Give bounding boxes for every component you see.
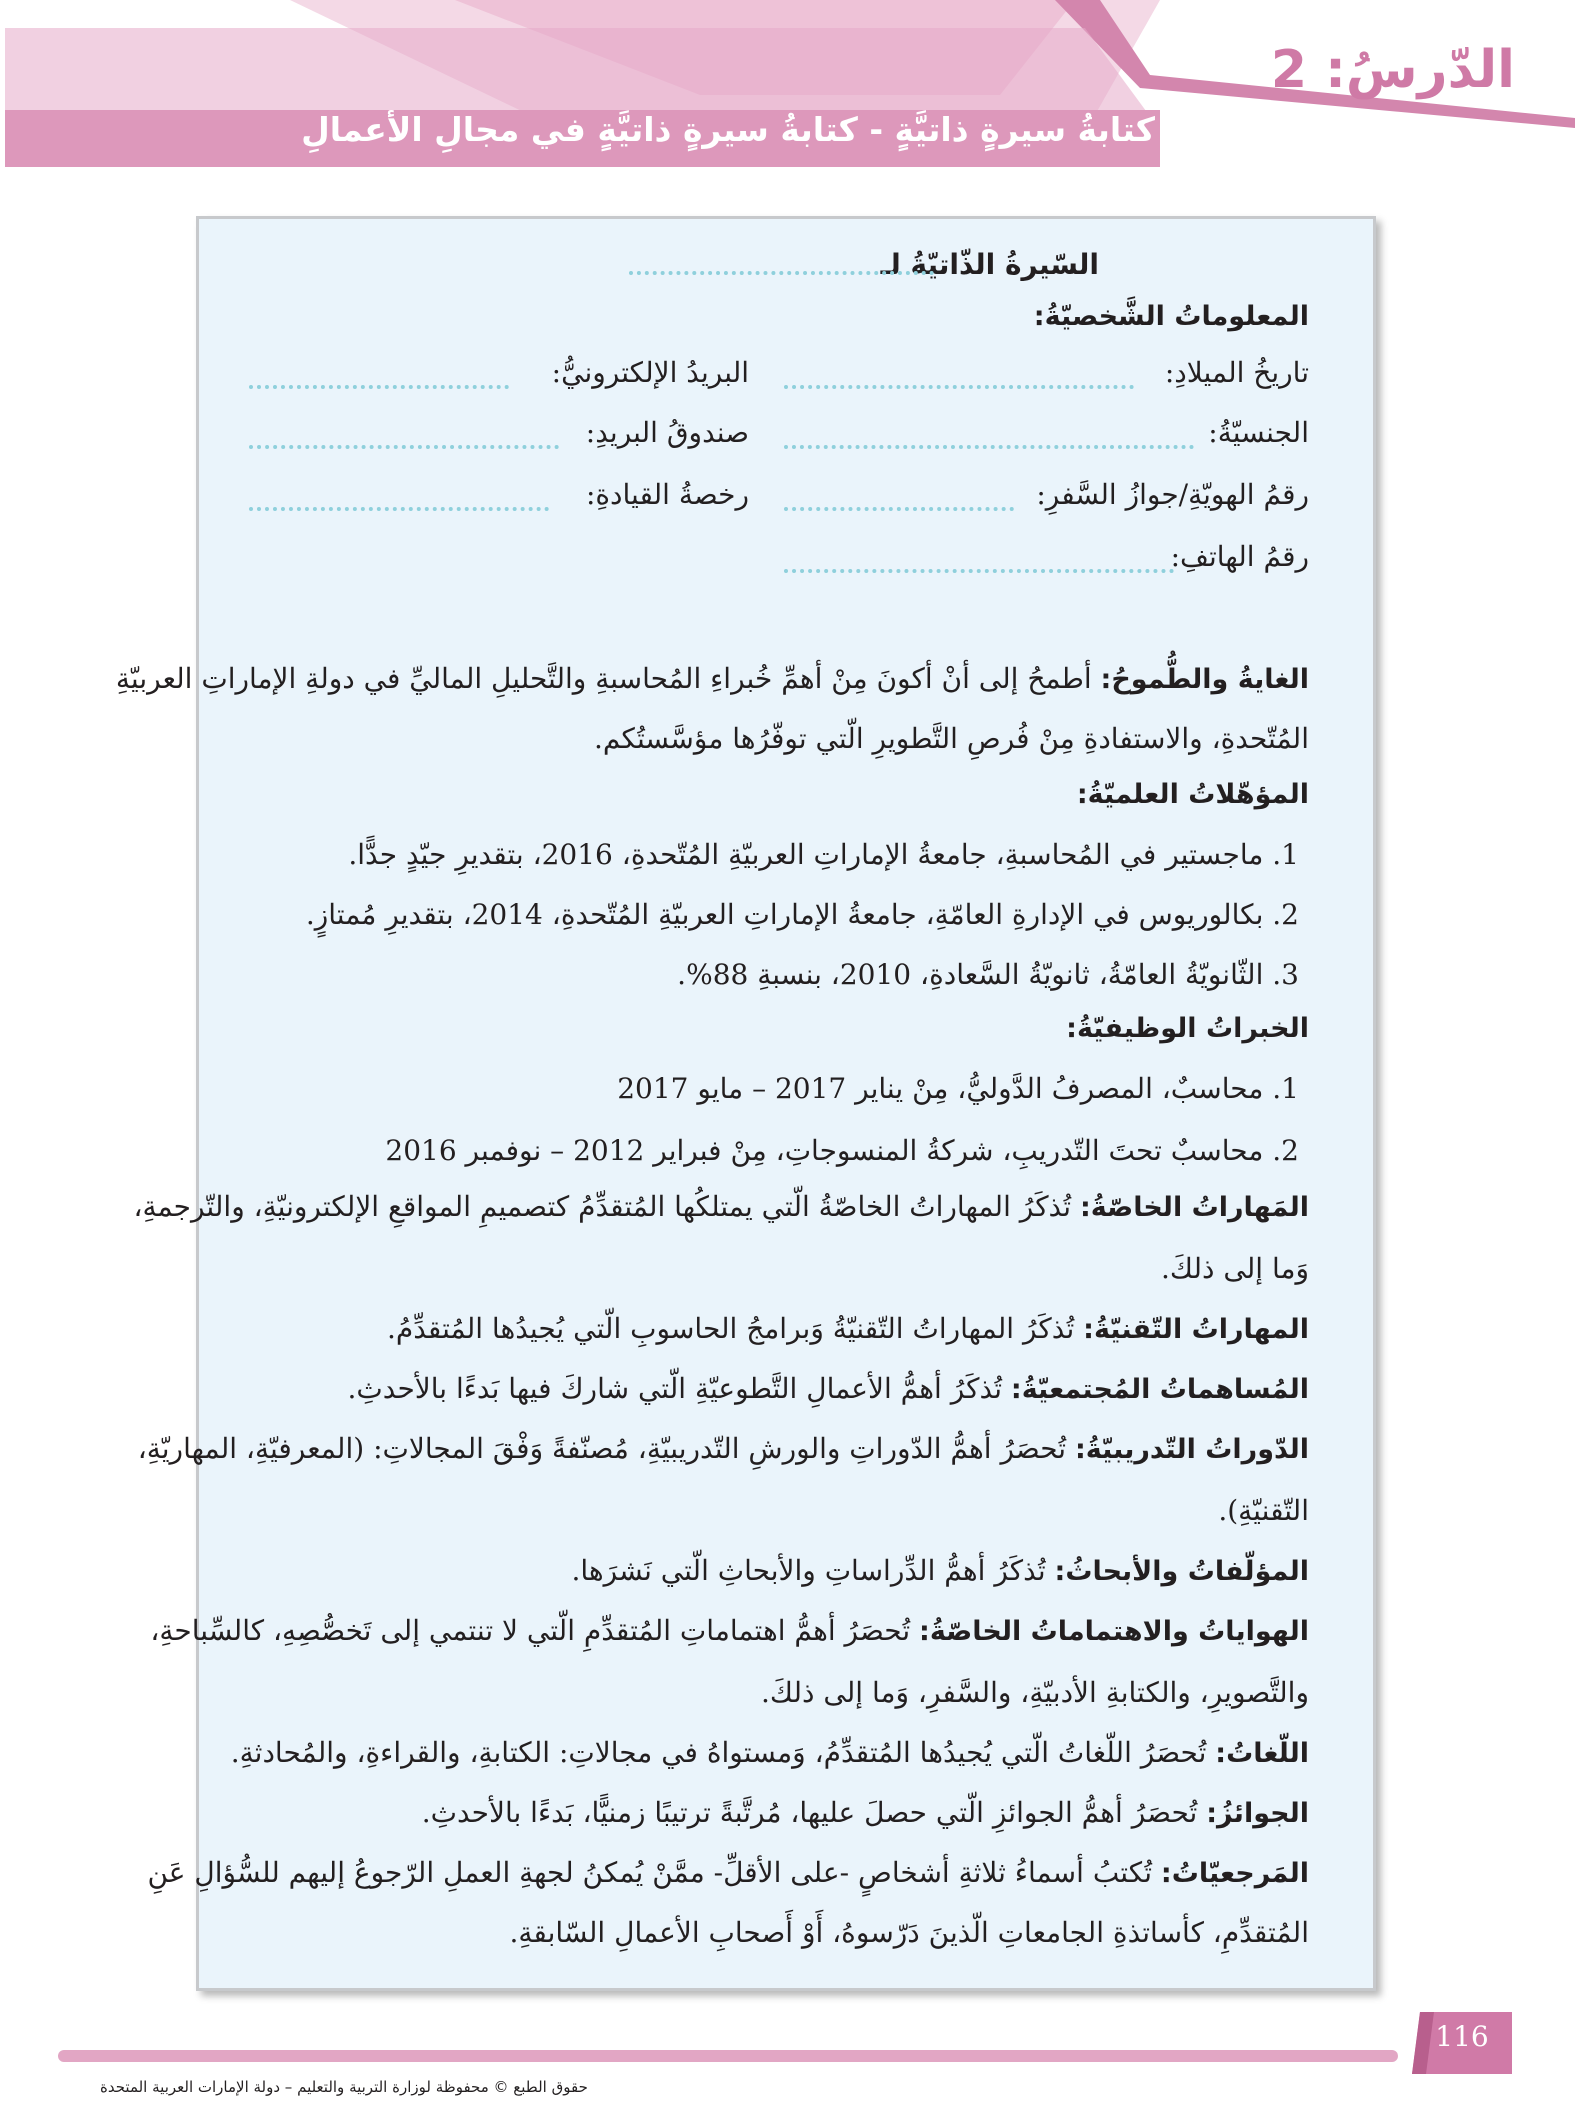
birth-date-field[interactable] bbox=[784, 385, 1134, 389]
languages-text: تُحصَرُ اللّغاتُ الّتي يُجيدُها المُتقدِّمُ، وَمستواهُ في مجالاتِ: الكتابةِ، والقراءةِ، والمُحادثةِ. bbox=[230, 1736, 1216, 1769]
hobbies-label: الهواياتُ والاهتماماتُ الخاصّةُ: bbox=[919, 1616, 1309, 1647]
special-skills-text-1: تُذكَرُ المهاراتُ الخاصّةُ الّتي يمتلكُها المُتقدِّمُ كتصميمِ المواقعِ الإلكترونيّةِ، والتّرجمةِ، bbox=[133, 1190, 1080, 1223]
community-text: تُذكَرُ أهمُّ الأعمالِ التَّطوعيّةِ الّتي شاركَ فيها بَدءًا بالأحدثِ. bbox=[347, 1372, 1011, 1405]
hobbies-text-1: تُحصَرُ أهمُّ اهتماماتِ المُتقدِّمِ الّتي لا تنتمي إلى تَخصُّصِهِ، كالسِّباحةِ، bbox=[150, 1614, 920, 1647]
references-line-1 bbox=[147, 1853, 1309, 1894]
id-passport-field[interactable] bbox=[784, 507, 1014, 511]
languages-line bbox=[231, 1733, 1309, 1774]
community-label: المُساهماتُ المُجتمعيّةُ: bbox=[1010, 1374, 1309, 1405]
awards-label: الجوائزُ: bbox=[1206, 1798, 1309, 1829]
phone-field[interactable] bbox=[784, 569, 1174, 573]
copyright-notice: حقوق الطبع © محفوظة لوزارة التربية والتعليم – دولة الإمارات العربية المتحدة bbox=[100, 2078, 588, 2096]
hobbies-line-2: والتَّصويرِ، والكتابةِ الأدبيّةِ، والسَّفرِ، وَما إلى ذلكَ. bbox=[761, 1676, 1309, 1709]
lesson-subtitle: كتابةُ سيرةٍ ذاتيَّةٍ - كتابةُ سيرةٍ ذاتيَّةٍ في مجالِ الأعمالِ bbox=[301, 110, 1155, 149]
languages-label: اللّغاتُ: bbox=[1215, 1738, 1309, 1769]
qualification-item-2: 2. بكالوريوس في الإدارةِ العامّةِ، جامعةُ الإماراتِ العربيّةِ المُتّحدةِ، 2014، بتقديرِ مُمتازٍ. bbox=[305, 898, 1299, 931]
nationality-field[interactable] bbox=[784, 445, 1194, 449]
community-line bbox=[348, 1369, 1310, 1410]
goal-line-1 bbox=[116, 659, 1309, 700]
cv-template-box bbox=[115, 216, 1376, 1991]
awards-line bbox=[422, 1793, 1309, 1834]
references-label: المَرجعيّاتُ: bbox=[1160, 1858, 1309, 1889]
references-line-2: المُتقدِّمِ، كأساتذةِ الجامعاتِ الّذينَ دَرّسوهُ، أَوْ أَصحابِ الأعمالِ السّابقةِ. bbox=[509, 1916, 1309, 1949]
tech-skills-text: تُذكَرُ المهاراتُ التّقنيّةُ وَبرامجُ الحاسوبِ الّتي يُجيدُها المُتقدِّمُ. bbox=[386, 1312, 1084, 1345]
nationality-label: الجنسيّةُ: bbox=[1208, 416, 1309, 449]
personal-info-heading: المعلوماتُ الشَّخصيّةُ: bbox=[1033, 301, 1309, 332]
awards-text: تُحصَرُ أهمُّ الجوائزِ الّتي حصلَ عليها، مُرتَّبةً ترتيبًا زمنيًّا، بَدءًا بالأحدثِ. bbox=[421, 1796, 1207, 1829]
cv-name-dotted-line bbox=[629, 271, 934, 275]
header-banner bbox=[0, 0, 1575, 200]
publications-line bbox=[571, 1551, 1309, 1592]
courses-line-2: التّقنيّةِ). bbox=[1218, 1494, 1309, 1527]
experience-item-1: 1. محاسبٌ، المصرفُ الدَّوليُّ، مِنْ يناير 2017 – مايو 2017 bbox=[617, 1072, 1299, 1105]
po-box-label: صندوقُ البريدِ: bbox=[585, 416, 749, 449]
special-skills-line-1 bbox=[133, 1187, 1309, 1228]
experience-heading: الخبراتُ الوظيفيّةُ: bbox=[1066, 1013, 1309, 1044]
special-skills-line-2: وَما إلى ذلكَ. bbox=[1161, 1252, 1309, 1285]
cv-title: السّيرةُ الذّاتيّةُ لـ bbox=[880, 248, 1099, 281]
courses-label: الدّوراتُ التّدريبيّةُ: bbox=[1074, 1434, 1309, 1465]
hobbies-line-1 bbox=[150, 1611, 1309, 1652]
license-field[interactable] bbox=[249, 507, 549, 511]
publications-text: تُذكَرُ أهمُّ الدِّراساتِ والأبحاثِ الّتي نَشرَها. bbox=[571, 1554, 1055, 1587]
publications-label: المؤلّفاتُ والأبحاثُ: bbox=[1054, 1556, 1309, 1587]
lesson-title: الدّرسُ: 2 bbox=[1270, 40, 1515, 100]
goal-line-2: المُتّحدةِ، والاستفادةِ مِنْ فُرصِ التَّطويرِ الّتي توفّرُها مؤسَّستُكم. bbox=[593, 722, 1309, 755]
qualification-item-3: 3. الثّانويّةُ العامّةُ، ثانويّةُ السَّعادةِ، 2010، بنسبةِ 88%. bbox=[677, 958, 1299, 991]
courses-line-1 bbox=[138, 1429, 1309, 1470]
qualification-item-1: 1. ماجستير في المُحاسبةِ، جامعةُ الإماراتِ العربيّةِ المُتّحدةِ، 2016، بتقديرِ جيّدٍ جدًّا. bbox=[348, 838, 1299, 871]
phone-label: رقمُ الهاتفِ: bbox=[1170, 540, 1309, 573]
license-label: رخصةُ القيادةِ: bbox=[585, 478, 749, 511]
courses-text-1: تُحصَرُ أهمُّ الدّوراتِ والورشِ التّدريبيّةِ، مُصنّفةً وَفْقَ المجالاتِ: (المعرفيّةِ، المهاريّةِ، bbox=[137, 1432, 1075, 1465]
goal-text-1: أطمحُ إلى أنْ أكونَ مِنْ أهمِّ خُبراءِ المُحاسبةِ والتَّحليلِ الماليِّ في دولةِ الإماراتِ العربيّةِ bbox=[115, 662, 1101, 695]
qualifications-heading: المؤهّلاتُ العلميّةُ: bbox=[1076, 779, 1309, 810]
tech-skills-label: المهاراتُ التّقنيّةُ: bbox=[1083, 1314, 1309, 1345]
experience-item-2: 2. محاسبٌ تحتَ التّدريبِ، شركةُ المنسوجاتِ، مِنْ فبراير 2012 – نوفمبر 2016 bbox=[385, 1134, 1299, 1167]
goal-label: الغايةُ والطُّموحُ: bbox=[1100, 664, 1309, 695]
tech-skills-line bbox=[387, 1309, 1309, 1350]
special-skills-label: المَهاراتُ الخاصّةُ: bbox=[1079, 1192, 1309, 1223]
email-field[interactable] bbox=[249, 385, 509, 389]
footer-bar bbox=[58, 2050, 1398, 2062]
page-number: 116 bbox=[1435, 2020, 1489, 2053]
birth-date-label: تاريخُ الميلادِ: bbox=[1164, 356, 1309, 389]
email-label: البريدُ الإلكترونيُّ: bbox=[551, 356, 749, 389]
references-text-1: تُكتبُ أسماءُ ثلاثةِ أشخاصٍ -على الأقلِّ- ممَّنْ يُمكنُ لجهةِ العملِ الرّجوعُ إليهم للسُّؤالِ عَنِ bbox=[147, 1856, 1161, 1889]
id-passport-label: رقمُ الهويّةِ/جوازُ السَّفرِ: bbox=[1036, 478, 1309, 511]
po-box-field[interactable] bbox=[249, 445, 559, 449]
